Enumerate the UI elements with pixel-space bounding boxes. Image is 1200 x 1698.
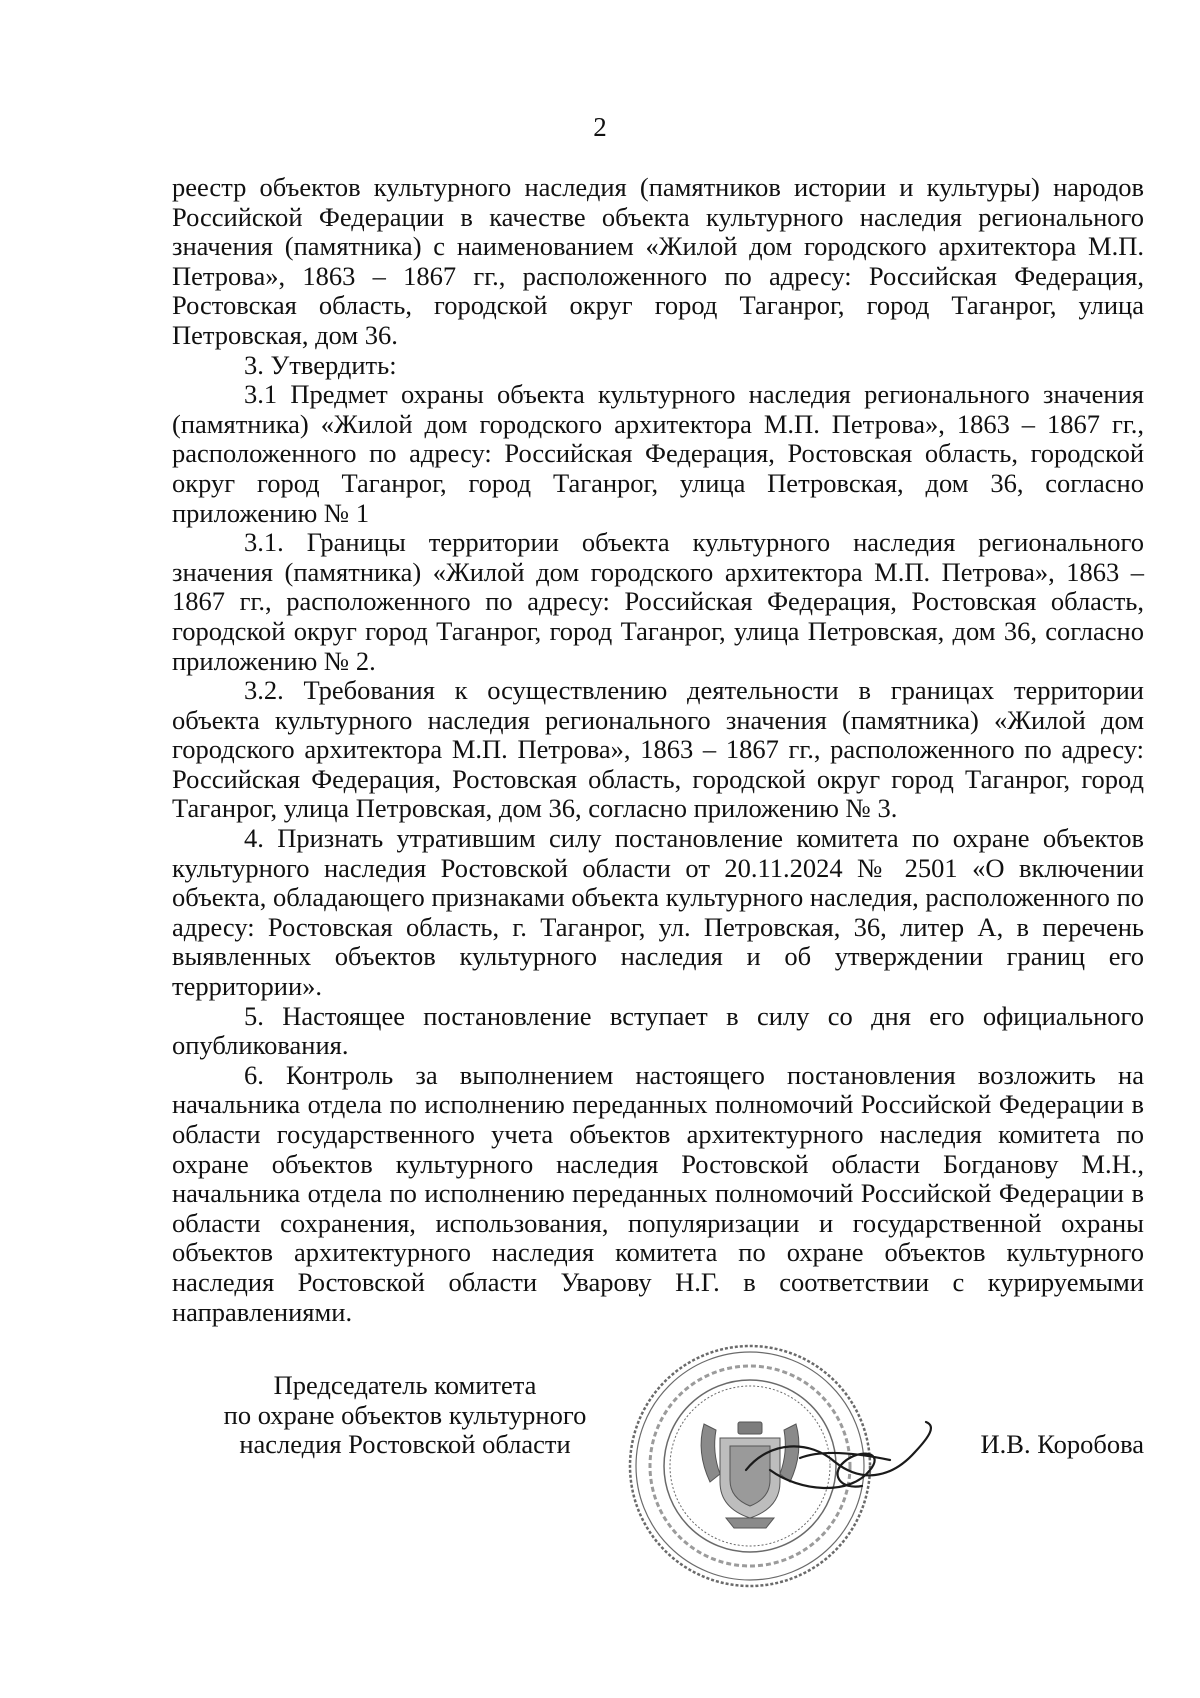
signer-position-line: по охране объектов культурного [223,1399,587,1430]
page-number: 2 [593,112,607,142]
paragraph-4: 4. Признать утратившим силу постановление комитета по охране объектов культурного наследия Ростовской области от 20.11.2024 № 2501 «О включении объекта, обладающего признаками объекта культурного наследия, расположенного по адресу: Ростовская область, г. Таганрог, ул. Петровская, 36, литер А, в перечень выявленных объектов культурного наследия и об утверждении границ его территории». [172,823,1144,1002]
paragraph-3: 3. Утвердить: [244,349,397,380]
signature-block [0,1371,1200,1591]
paragraph-5: 5. Настоящее постановление вступает в силу со дня его официального опубликования. [172,1000,1144,1061]
paragraph-registry: реестр объектов культурного наследия (памятников истории и культуры) народов Российской Федерации в качестве объекта культурного наследия регионального значения (памятника) с наименованием «Жилой дом городского архитектора М.П. Петрова», 1863 – 1867 гг., расположенного по адресу: Российская Федерация, Ростовская область, городской округ город Таганрог, город Таганрог, улица Петровская, дом 36. [172,172,1144,350]
signer-position-line: наследия Ростовской области [239,1429,571,1460]
document-body [172,173,1144,1327]
signer-position [180,1371,630,1460]
paragraph-3-2-requirements: 3.2. Требования к осуществлению деятельности в границах территории объекта культурного наследия регионального значения (памятника) «Жилой дом городского архитектора М.П. Петрова», 1863 – 1867 гг., расположенного по адресу: Российская Федерация, Ростовская область, городской округ город Таганрог, город Таганрог, улица Петровская, дом 36, согласно приложению № 3. [172,675,1144,824]
signer-position-line: Председатель комитета [273,1370,537,1400]
paragraph-6: 6. Контроль за выполнением настоящего постановления возложить на начальника отдела по исполнению переданных полномочий Российской Федерации в области государственного учета объектов архитектурного наследия комитета по охране объектов культурного наследия Ростовской области Богданову М.Н., начальника отдела по исполнению переданных полномочий Российской Федерации в области сохранения, использования, популяризации и государственной охраны объектов архитектурного наследия комитета по охране объектов культурного наследия Ростовской области Уварову Н.Г. в соответствии с курируемыми направлениями. [172,1059,1144,1327]
handwritten-signature-icon [740,1400,940,1510]
signer-name: И.В. Коробова [980,1429,1144,1459]
paragraph-3-1-borders: 3.1. Границы территории объекта культурного наследия регионального значения (памятника) «Жилой дом городского архитектора М.П. Петрова», 1863 – 1867 гг., расположенного по адресу: Российская Федерация, Ростовская область, городской округ город Таганрог, город Таганрог, улица Петровская, дом 36, согласно приложению № 2. [172,527,1144,676]
paragraph-3-1-subject: 3.1 Предмет охраны объекта культурного наследия регионального значения (памятника) «Жилой дом городского архитектора М.П. Петрова», 1863 – 1867 гг., расположенного по адресу: Российская Федерация, Ростовская область, городской округ город Таганрог, город Таганрог, улица Петровская, дом 36, согласно приложению № 1 [172,379,1144,528]
